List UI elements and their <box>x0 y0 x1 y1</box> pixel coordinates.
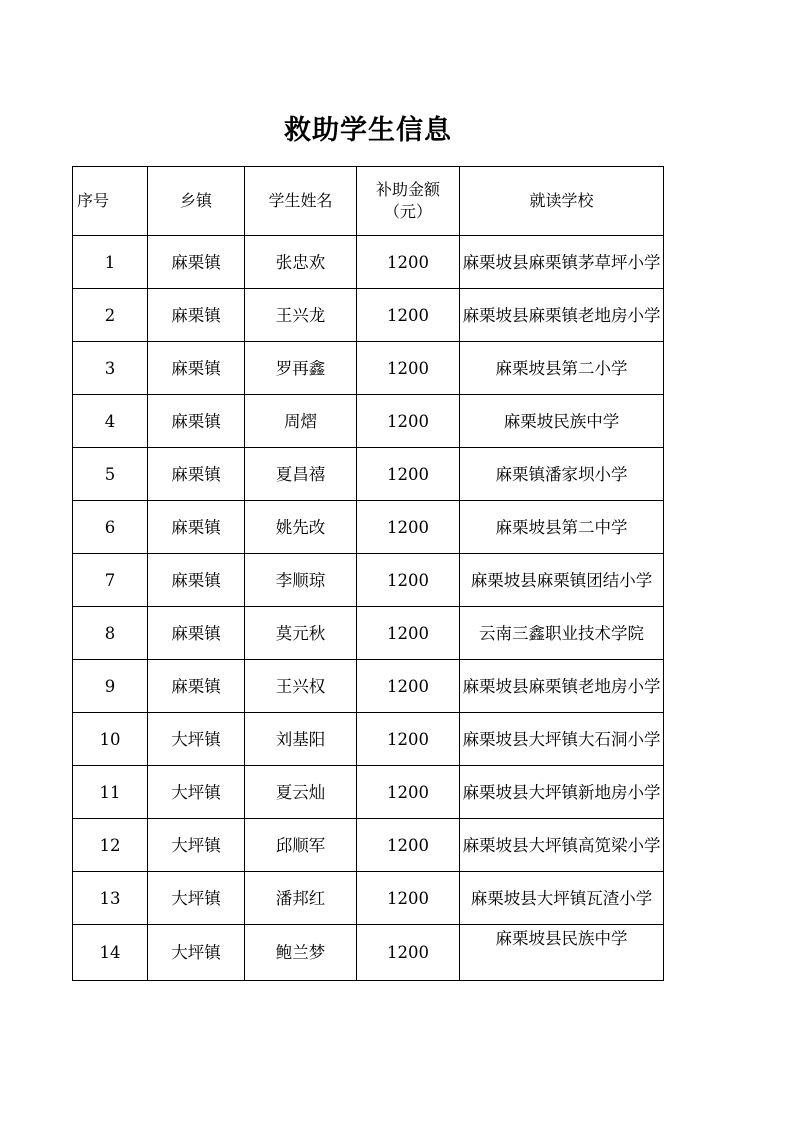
cell-town: 大坪镇 <box>148 819 245 872</box>
cell-amount: 1200 <box>357 925 460 981</box>
table-row <box>73 819 664 872</box>
cell-school: 麻栗坡县麻栗镇老地房小学 <box>460 660 664 713</box>
cell-town: 麻栗镇 <box>148 448 245 501</box>
cell-amount: 1200 <box>357 289 460 342</box>
cell-school: 麻栗坡县大坪镇新地房小学 <box>460 766 664 819</box>
cell-name: 王兴龙 <box>245 289 357 342</box>
cell-seq: 5 <box>73 448 148 501</box>
cell-school: 麻栗坡县第二小学 <box>460 342 664 395</box>
cell-amount: 1200 <box>357 766 460 819</box>
cell-name: 潘邦红 <box>245 872 357 925</box>
table-row <box>73 289 664 342</box>
cell-amount: 1200 <box>357 819 460 872</box>
header-name: 学生姓名 <box>245 167 357 236</box>
table-row <box>73 342 664 395</box>
cell-seq: 11 <box>73 766 148 819</box>
cell-town: 麻栗镇 <box>148 607 245 660</box>
student-aid-table <box>72 166 664 981</box>
table-row <box>73 554 664 607</box>
cell-amount: 1200 <box>357 501 460 554</box>
cell-seq: 12 <box>73 819 148 872</box>
cell-name: 张忠欢 <box>245 236 357 289</box>
cell-school: 麻栗镇潘家坝小学 <box>460 448 664 501</box>
header-amount <box>357 167 460 236</box>
cell-amount: 1200 <box>357 342 460 395</box>
cell-town: 麻栗镇 <box>148 289 245 342</box>
cell-amount: 1200 <box>357 872 460 925</box>
table-row <box>73 395 664 448</box>
cell-name: 姚先改 <box>245 501 357 554</box>
cell-name: 莫元秋 <box>245 607 357 660</box>
cell-town: 麻栗镇 <box>148 342 245 395</box>
cell-name: 罗再鑫 <box>245 342 357 395</box>
cell-town: 麻栗镇 <box>148 554 245 607</box>
cell-town: 麻栗镇 <box>148 660 245 713</box>
cell-seq: 9 <box>73 660 148 713</box>
table-row <box>73 501 664 554</box>
cell-seq: 3 <box>73 342 148 395</box>
cell-town: 大坪镇 <box>148 713 245 766</box>
cell-seq: 2 <box>73 289 148 342</box>
cell-school: 麻栗坡县麻栗镇茅草坪小学 <box>460 236 664 289</box>
table-row <box>73 925 664 981</box>
header-school: 就读学校 <box>460 167 664 236</box>
table-row <box>73 872 664 925</box>
cell-seq: 6 <box>73 501 148 554</box>
cell-town: 麻栗镇 <box>148 395 245 448</box>
header-amount-line2: （元） <box>383 202 432 221</box>
cell-amount: 1200 <box>357 554 460 607</box>
table-row <box>73 236 664 289</box>
cell-school: 麻栗坡县大坪镇高笕梁小学 <box>460 819 664 872</box>
cell-name: 夏云灿 <box>245 766 357 819</box>
cell-name: 刘基阳 <box>245 713 357 766</box>
cell-school: 麻栗坡县麻栗镇老地房小学 <box>460 289 664 342</box>
page-title: 救助学生信息 <box>284 115 452 146</box>
cell-amount: 1200 <box>357 713 460 766</box>
cell-name: 邱顺军 <box>245 819 357 872</box>
cell-town: 大坪镇 <box>148 766 245 819</box>
cell-town: 麻栗镇 <box>148 501 245 554</box>
header-amount-line1: 补助金额 <box>375 180 440 199</box>
table-row <box>73 448 664 501</box>
cell-amount: 1200 <box>357 236 460 289</box>
cell-name: 李顺琼 <box>245 554 357 607</box>
cell-seq: 14 <box>73 925 148 981</box>
cell-town: 大坪镇 <box>148 872 245 925</box>
cell-amount: 1200 <box>357 395 460 448</box>
cell-seq: 8 <box>73 607 148 660</box>
cell-seq: 13 <box>73 872 148 925</box>
table-row <box>73 660 664 713</box>
cell-seq: 10 <box>73 713 148 766</box>
table-row <box>73 766 664 819</box>
cell-school: 麻栗坡县民族中学 <box>460 925 664 981</box>
cell-school: 云南三鑫职业技术学院 <box>460 607 664 660</box>
cell-amount: 1200 <box>357 607 460 660</box>
cell-school: 麻栗坡县第二中学 <box>460 501 664 554</box>
cell-seq: 7 <box>73 554 148 607</box>
cell-name: 王兴权 <box>245 660 357 713</box>
cell-school: 麻栗坡县麻栗镇团结小学 <box>460 554 664 607</box>
cell-school: 麻栗坡民族中学 <box>460 395 664 448</box>
cell-school: 麻栗坡县大坪镇瓦渣小学 <box>460 872 664 925</box>
cell-town: 大坪镇 <box>148 925 245 981</box>
cell-seq: 1 <box>73 236 148 289</box>
cell-amount: 1200 <box>357 448 460 501</box>
header-town: 乡镇 <box>148 167 245 236</box>
table-row <box>73 607 664 660</box>
cell-amount: 1200 <box>357 660 460 713</box>
table-row <box>73 713 664 766</box>
cell-name: 夏昌禧 <box>245 448 357 501</box>
table-header-row <box>73 167 664 236</box>
cell-name: 鲍兰梦 <box>245 925 357 981</box>
cell-school: 麻栗坡县大坪镇大石洞小学 <box>460 713 664 766</box>
cell-seq: 4 <box>73 395 148 448</box>
header-seq: 序号 <box>73 167 148 236</box>
cell-town: 麻栗镇 <box>148 236 245 289</box>
cell-name: 周熠 <box>245 395 357 448</box>
